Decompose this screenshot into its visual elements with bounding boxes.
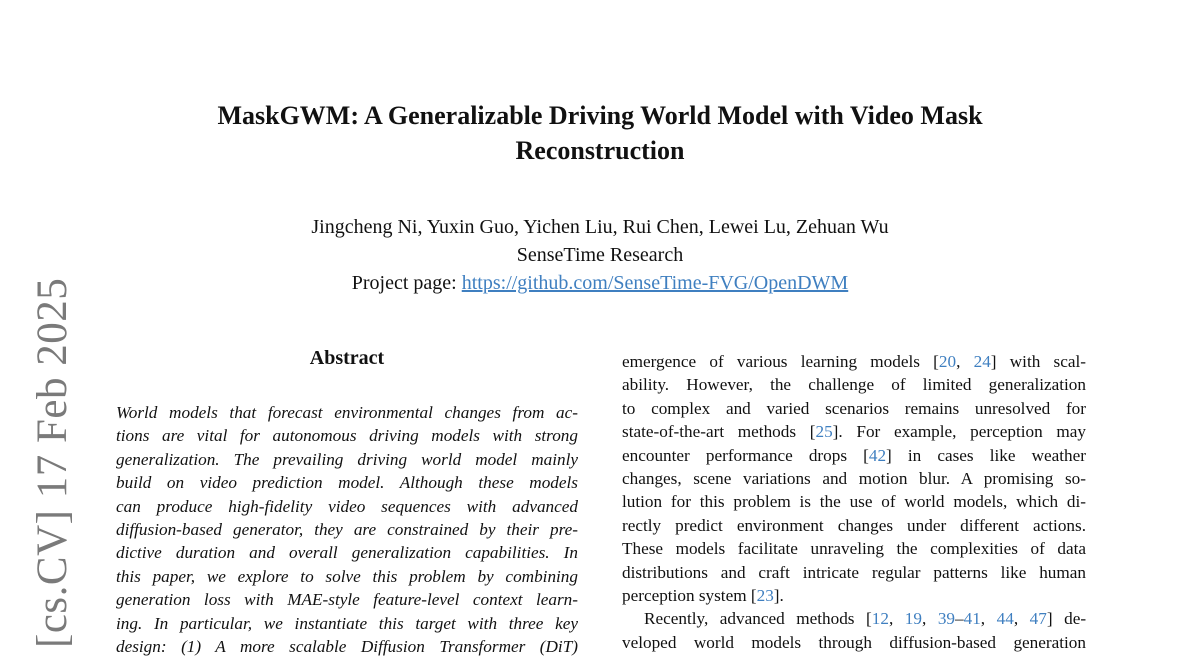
- paper-title: [150, 98, 1050, 168]
- author-block: [150, 213, 1050, 297]
- body-text-segment: ,: [1013, 609, 1030, 629]
- abstract-heading: Abstract: [309, 347, 385, 369]
- body-line: [622, 514, 1086, 537]
- arxiv-identifier-stamp: [cs.CV] 17 Feb 2025: [29, 277, 76, 648]
- abstract-line: design: (1) A more scalable Diffusion Transformer (DiT): [116, 637, 578, 657]
- citation-link[interactable]: 41: [963, 609, 981, 629]
- affiliation: SenseTime Research: [516, 244, 684, 266]
- body-text-segment: These models facilitate unraveling the complexities of data: [622, 539, 1086, 559]
- body-line: [622, 490, 1086, 513]
- citation-link[interactable]: 19: [904, 609, 922, 629]
- citation-link[interactable]: 12: [871, 609, 889, 629]
- body-text-segment: ] in cases like weather: [886, 445, 1086, 465]
- body-text-segment: distributions and craft intricate regular patterns like human: [622, 562, 1086, 582]
- body-text-segment: ]. For example, perception may: [832, 422, 1087, 442]
- title-line-2: Reconstruction: [515, 136, 685, 165]
- body-line: [622, 420, 1086, 443]
- body-line: [622, 584, 1086, 607]
- body-text-right-column: [622, 350, 1086, 654]
- body-line: [622, 373, 1086, 396]
- body-text-segment: –: [955, 609, 964, 629]
- body-line: [622, 561, 1086, 584]
- abstract-line: dictive duration and overall generalization capabilities. In: [116, 543, 578, 563]
- abstract-line: ing. In particular, we instantiate this target with three key: [116, 613, 578, 633]
- body-text-segment: changes, scene variations and motion blur. A promising so-: [622, 469, 1086, 489]
- abstract-line: World models that forecast environmental changes from ac-: [116, 403, 578, 422]
- abstract-line: tions are vital for autonomous driving models with strong: [116, 426, 578, 446]
- abstract-line: this paper, we explore to solve this problem by combining: [116, 566, 578, 586]
- citation-link[interactable]: 24: [973, 352, 991, 371]
- project-page: [150, 269, 1050, 297]
- body-text-segment: ,: [956, 352, 974, 371]
- body-text-segment: Recently, advanced methods [: [644, 609, 872, 629]
- body-line: [622, 467, 1086, 490]
- body-line: [622, 631, 1086, 654]
- body-text-segment: perception system [: [622, 586, 757, 606]
- body-text-segment: encounter performance drops [: [622, 445, 869, 465]
- body-text-segment: ].: [773, 586, 784, 606]
- body-line: [622, 397, 1086, 420]
- citation-link[interactable]: 42: [868, 445, 887, 465]
- body-text-segment: veloped world models through diffusion-based generation: [622, 632, 1086, 652]
- citation-link[interactable]: 44: [996, 609, 1014, 629]
- body-text-segment: lution for this problem is the use of world models, which di-: [622, 492, 1086, 512]
- body-line: [622, 537, 1086, 560]
- body-text-segment: to complex and varied scenarios remains unresolved for: [622, 398, 1086, 418]
- body-text-segment: ,: [980, 609, 997, 629]
- title-line-1: MaskGWM: A Generalizable Driving World Model with Video Mask: [217, 101, 983, 130]
- citation-link[interactable]: 47: [1029, 609, 1047, 629]
- citation-link[interactable]: 23: [756, 586, 774, 606]
- body-text-segment: state-of-the-art methods [: [622, 422, 816, 442]
- body-text-segment: ,: [921, 609, 938, 629]
- abstract-line: diffusion-based generator, they are constrained by their pre-: [116, 520, 578, 540]
- citation-link[interactable]: 25: [815, 422, 833, 442]
- project-page-label: Project page:: [351, 272, 462, 294]
- body-line: [622, 607, 1086, 630]
- body-text-segment: ] with scal-: [990, 352, 1086, 371]
- body-text-segment: rectly predict environment changes under different actions.: [622, 515, 1086, 535]
- project-page-link[interactable]: https://github.com/SenseTime-FVG/OpenDWM: [461, 272, 849, 294]
- body-text-segment: ] de-: [1046, 609, 1087, 629]
- body-text-segment: ,: [888, 609, 905, 629]
- body-line: [622, 350, 1086, 373]
- author-list: Jingcheng Ni, Yuxin Guo, Yichen Liu, Rui Chen, Lewei Lu, Zehuan Wu: [311, 216, 889, 238]
- abstract-line: generalization. The prevailing driving world model mainly: [116, 449, 578, 469]
- citation-link[interactable]: 20: [938, 352, 957, 371]
- abstract-text: [116, 401, 578, 658]
- abstract-line: generation loss with MAE-style feature-level context learn-: [116, 590, 578, 610]
- body-line: [622, 444, 1086, 467]
- abstract-line: can produce high-fidelity video sequences with advanced: [116, 496, 578, 516]
- body-text-segment: emergence of various learning models [: [622, 352, 939, 371]
- body-text-segment: ability. However, the challenge of limited generalization: [622, 375, 1086, 395]
- citation-link[interactable]: 39: [937, 609, 955, 629]
- abstract-line: build on video prediction model. Although these models: [116, 473, 578, 493]
